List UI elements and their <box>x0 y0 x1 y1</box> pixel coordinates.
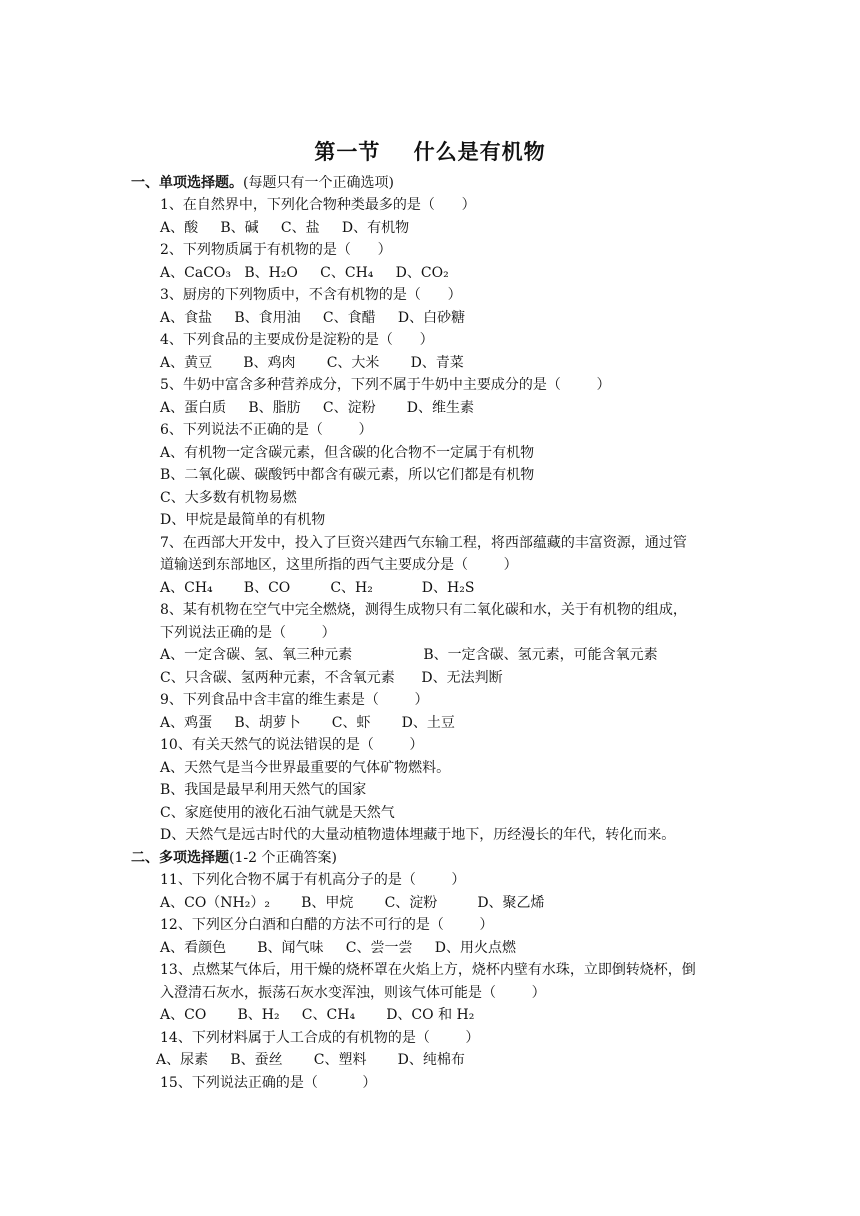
options-12: A、看颜色 B、闻气味 C、尝一尝 D、用火点燃 <box>160 940 516 956</box>
question-13-line-2: 入澄清石灰水，振荡石灰水变浑浊，则该气体可能是（ ） <box>160 985 546 1001</box>
options-14: A、尿素 B、蚕丝 C、塑料 D、纯棉布 <box>156 1052 465 1068</box>
options-8-cd: C、只含碳、氢两种元素，不含氧元素 D、无法判断 <box>160 670 503 686</box>
question-3: 3、厨房的下列物质中，不含有机物的是（ ） <box>160 287 462 303</box>
question-1: 1、在自然界中，下列化合物种类最多的是（ ） <box>160 197 476 213</box>
question-12: 12、下列区分白酒和白醋的方法不可行的是（ ） <box>160 917 494 933</box>
options-2: A、CaCO₃ B、H₂O C、CH₄ D、CO₂ <box>160 265 449 281</box>
question-2: 2、下列物质属于有机物的是（ ） <box>160 242 392 258</box>
section-heading-single-choice <box>131 175 394 191</box>
question-8-line-1: 8、某有机物在空气中完全燃烧，测得生成物只有二氧化碳和水，关于有机物的组成， <box>160 602 687 618</box>
question-7-line-2: 道输送到东部地区，这里所指的西气主要成分是（ ） <box>160 557 518 573</box>
options-1: A、酸 B、碱 C、盐 D、有机物 <box>160 220 410 236</box>
option-6a: A、有机物一定含碳元素，但含碳的化合物不一定属于有机物 <box>160 445 535 461</box>
section-note: (1-2 个正确答案) <box>229 850 337 866</box>
option-6c: C、大多数有机物易燃 <box>160 490 297 506</box>
option-10a: A、天然气是当今世界最重要的气体矿物燃料。 <box>160 760 451 776</box>
question-9: 9、下列食品中含丰富的维生素是（ ） <box>160 692 429 708</box>
question-14: 14、下列材料属于人工合成的有机物的是（ ） <box>160 1030 480 1046</box>
question-15: 15、下列说法正确的是（ ） <box>160 1075 377 1091</box>
options-3: A、食盐 B、食用油 C、食醋 D、白砂糖 <box>160 310 466 326</box>
option-10d: D、天然气是远古时代的大量动植物遗体埋藏于地下，历经漫长的年代，转化而来。 <box>160 827 676 843</box>
option-10b: B、我国是最早利用天然气的国家 <box>160 782 367 798</box>
options-4: A、黄豆 B、鸡肉 C、大米 D、青菜 <box>160 355 464 371</box>
question-7-line-1: 7、在西部大开发中，投入了巨资兴建西气东输工程，将西部蕴藏的丰富资源，通过管 <box>160 535 687 551</box>
options-13: A、CO B、H₂ C、CH₄ D、CO 和 H₂ <box>160 1007 475 1023</box>
options-5: A、蛋白质 B、脂肪 C、淀粉 D、维生素 <box>160 400 474 416</box>
options-8-ab: A、一定含碳、氢、氧三种元素 B、一定含碳、氢元素，可能含氧元素 <box>160 647 658 663</box>
section-heading-label: 一、单项选择题。 <box>131 175 243 191</box>
question-13-line-1: 13、点燃某气体后，用干燥的烧杯罩在火焰上方，烧杯内壁有水珠，立即倒转烧杯，倒 <box>160 962 696 978</box>
question-8-line-2: 下列说法正确的是（ ） <box>160 625 336 641</box>
question-6: 6、下列说法不正确的是（ ） <box>160 422 373 438</box>
options-9: A、鸡蛋 B、胡萝卜 C、虾 D、土豆 <box>160 715 455 731</box>
question-10: 10、有关天然气的说法错误的是（ ） <box>160 737 424 753</box>
section-note: (每题只有一个正确选项) <box>243 175 394 191</box>
question-5: 5、牛奶中富含多种营养成分，下列不属于牛奶中主要成分的是（ ） <box>160 377 611 393</box>
options-7: A、CH₄ B、CO C、H₂ D、H₂S <box>160 580 475 596</box>
question-4: 4、下列食品的主要成份是淀粉的是（ ） <box>160 332 434 348</box>
page-title: 第一节 什么是有机物 <box>314 140 546 164</box>
option-6d: D、甲烷是最简单的有机物 <box>160 512 326 528</box>
question-11: 11、下列化合物不属于有机高分子的是（ ） <box>160 872 466 888</box>
option-10c: C、家庭使用的液化石油气就是天然气 <box>160 805 395 821</box>
option-6b: B、二氧化碳、碳酸钙中都含有碳元素，所以它们都是有机物 <box>160 467 535 483</box>
section-heading-multi-choice <box>131 850 337 866</box>
options-11: A、CO（NH₂）₂ B、甲烷 C、淀粉 D、聚乙烯 <box>160 895 545 911</box>
section-heading-label: 二、多项选择题 <box>131 850 229 866</box>
